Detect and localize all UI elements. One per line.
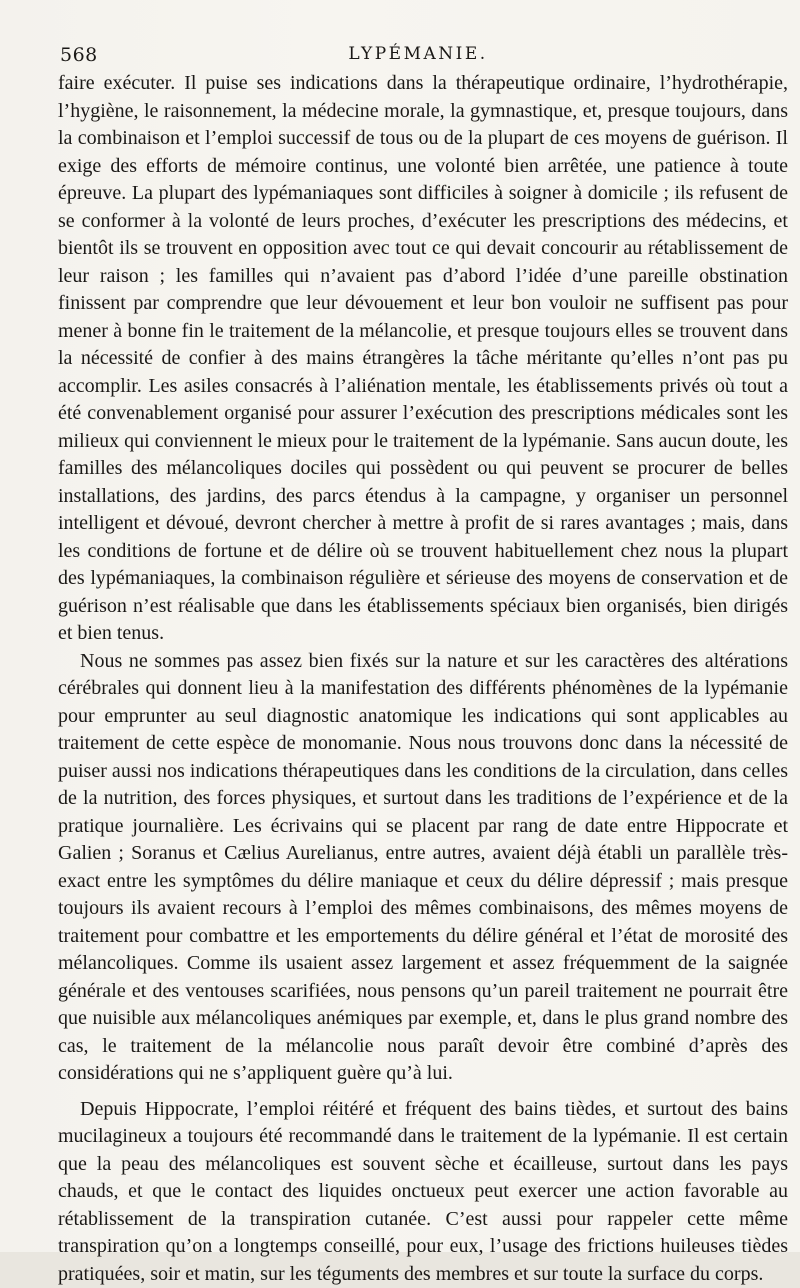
- running-title: LYPÉMANIE.: [60, 44, 776, 64]
- paragraph-continuation: faire exécuter. Il puise ses indications dans la thérapeutique ordinaire, l’hydrothérapie, l’hygiène, le raisonnement, la médecine morale, la gymnastique, et, presque toujours, dans la combinaison et l’emploi successif de tous ou de la plupart de ces moyens de guérison. Il exige des efforts de mémoire continus, une volonté bien arrêtée, une patience à toute épreuve. La plupart des lypémaniaques sont difficiles à soigner à domicile ; ils refusent de se conformer à la volonté de leurs proches, d’exécuter les prescriptions des médecins, et bientôt ils se trouvent en opposition avec tout ce qui devait concourir au rétablissement de leur raison ; les familles qui n’avaient pas d’abord l’idée d’une pareille obstination finissent par comprendre que leur dévouement et leur bon vouloir ne suffisent pas pour mener à bonne fin le traitement de la mélancolie, et presque toujours elles se trouvent dans la nécessité de confier à des mains étrangères la tâche méritante qu’elles n’ont pas pu accomplir. Les asiles consacrés à l’aliénation mentale, les établissements privés où tout a été convenablement organisé pour assurer l’exécution des prescriptions médicales sont les milieux qui conviennent le mieux pour le traitement de la lypémanie. Sans aucun doute, les familles des mélancoliques dociles qui possèdent ou qui peuvent se procurer de belles installations, des jardins, des parcs étendus à la campagne, y organiser un personnel intelligent et dévoué, devront chercher à mettre à profit de si rares avantages ; mais, dans les conditions de fortune et de délire où se trouvent habituellement chez nous la plupart des lypémaniaques, la combinaison régulière et sérieuse des moyens de conservation et de guérison n’est réalisable que dans les établissements spéciaux bien organisés, bien dirigés et bien tenus.: [58, 70, 788, 648]
- page-number: 568: [60, 44, 98, 66]
- paragraph-anatomy: Nous ne sommes pas assez bien fixés sur la nature et sur les caractères des altérations cérébrales qui donnent lieu à la manifestation des différents phénomènes de la lypémanie pour emprunter au seul diagnostic anatomique les indications qui sont applicables au traitement de cette espèce de monomanie. Nous nous trouvons donc dans la nécessité de puiser aussi nos indications thérapeutiques dans les conditions de la circulation, dans celles de la nutrition, des forces physiques, et surtout dans les traditions de l’expérience et de la pratique journalière. Les écrivains qui se placent par rang de date entre Hippocrate et Galien ; Soranus et Cælius Aurelianus, entre autres, avaient déjà établi un parallèle très-exact entre les symptômes du délire maniaque et ceux du délire dépressif ; mais presque toujours ils avaient recours à l’emploi des mêmes combinaisons, des mêmes moyens de traitement pour combattre et les emportements du délire général et l’état de morosité des mélancoliques. Comme ils usaient assez largement et assez fréquemment de la saignée générale et des ventouses scarifiées, nous pensons qu’un pareil traitement ne pourrait être que nuisible aux mélancoliques anémiques par exemple, et, dans le plus grand nombre des cas, le traitement de la mélancolie nous paraît devoir être combiné d’après des considérations qui ne s’appliquent guère qu’à lui.: [58, 648, 788, 1088]
- page-header: [60, 42, 776, 70]
- paragraph-baths: Depuis Hippocrate, l’emploi réitéré et fréquent des bains tièdes, et surtout des bains mucilagineux a toujours été recommandé dans le traitement de la lypémanie. Il est certain que la peau des mélancoliques est souvent sèche et écailleuse, surtout dans les pays chauds, et que le contact des liquides onctueux peut exercer une action favorable au rétablissement de la transpiration cutanée. C’est aussi pour rappeler cette même transpiration qu’on a longtemps conseillé, pour eux, l’usage des frictions huileuses tièdes pratiquées, soir et matin, sur les téguments des membres et sur toute la surface du corps.: [58, 1096, 788, 1288]
- body-text: [58, 70, 788, 1288]
